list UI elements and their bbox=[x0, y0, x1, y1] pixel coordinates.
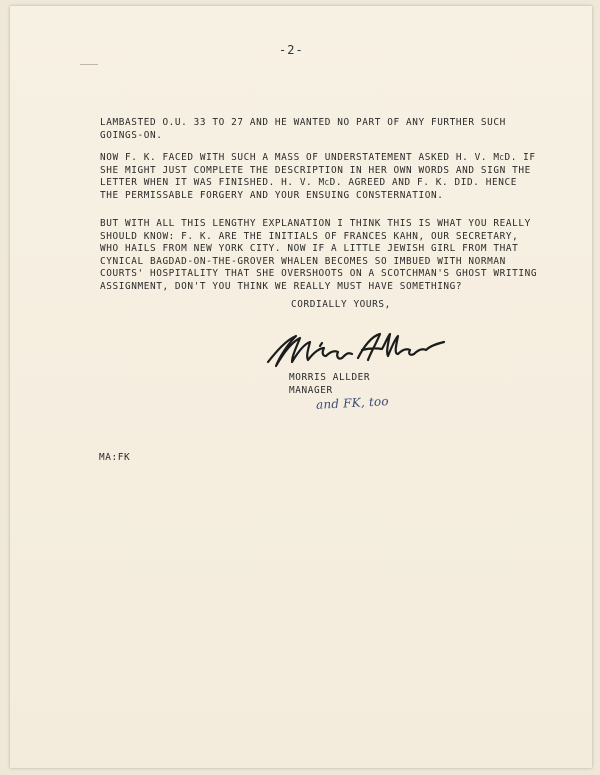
paragraph-3: BUT WITH ALL THIS LENGTHY EXPLANATION I THINK THIS IS WHAT YOU REALLY SHOULD KNOW: F. K. ARE THE INITIALS OF FRANCES KAHN, OUR SECRETARY, WHO HAILS FROM NEW YORK CITY. NOW IF A LITTLE JEWISH GIRL FROM THAT CYNICAL BAGDAD-ON-THE-GROVER WHALEN BECOMES SO IMBUED WITH NORMAN COURTS' HOSPITALITY THAT SHE OVERSHOOTS ON A SCOTCHMAN'S GHOST WRITING ASSIGNMENT, DON'T YOU THINK WE REALLY MUST HAVE SOMETHING? bbox=[100, 218, 538, 292]
initials-prefix: MA: bbox=[99, 452, 118, 463]
paragraph-2: NOW F. K. FACED WITH SUCH A MASS OF UNDERSTATEMENT ASKED H. V. McD. IF SHE MIGHT JUST COMPLETE THE DESCRIPTION IN HER OWN WORDS AND SIGN THE LETTER WHEN IT WAS FINISHED. H. V. McD. AGREED AND F. K. DID. HENCE THE PERMISSABLE FORGERY AND YOUR ENSUING CONSTERNATION. bbox=[100, 152, 536, 201]
page-number: -2- bbox=[279, 43, 304, 57]
handwritten-note: and FK, too bbox=[315, 394, 390, 412]
handwritten-signature bbox=[262, 322, 452, 372]
pencil-mark bbox=[80, 64, 98, 65]
paragraph-1: LAMBASTED O.U. 33 TO 27 AND HE WANTED NO PART OF ANY FURTHER SUCH GOINGS-ON. bbox=[100, 117, 506, 141]
closing-line: CORDIALLY YOURS, bbox=[291, 299, 391, 310]
signer-title: MANAGER bbox=[289, 385, 333, 396]
signer-name: MORRIS ALLDER bbox=[289, 372, 371, 383]
typist-initials bbox=[99, 452, 130, 463]
initials-suffix: FK bbox=[117, 452, 131, 463]
